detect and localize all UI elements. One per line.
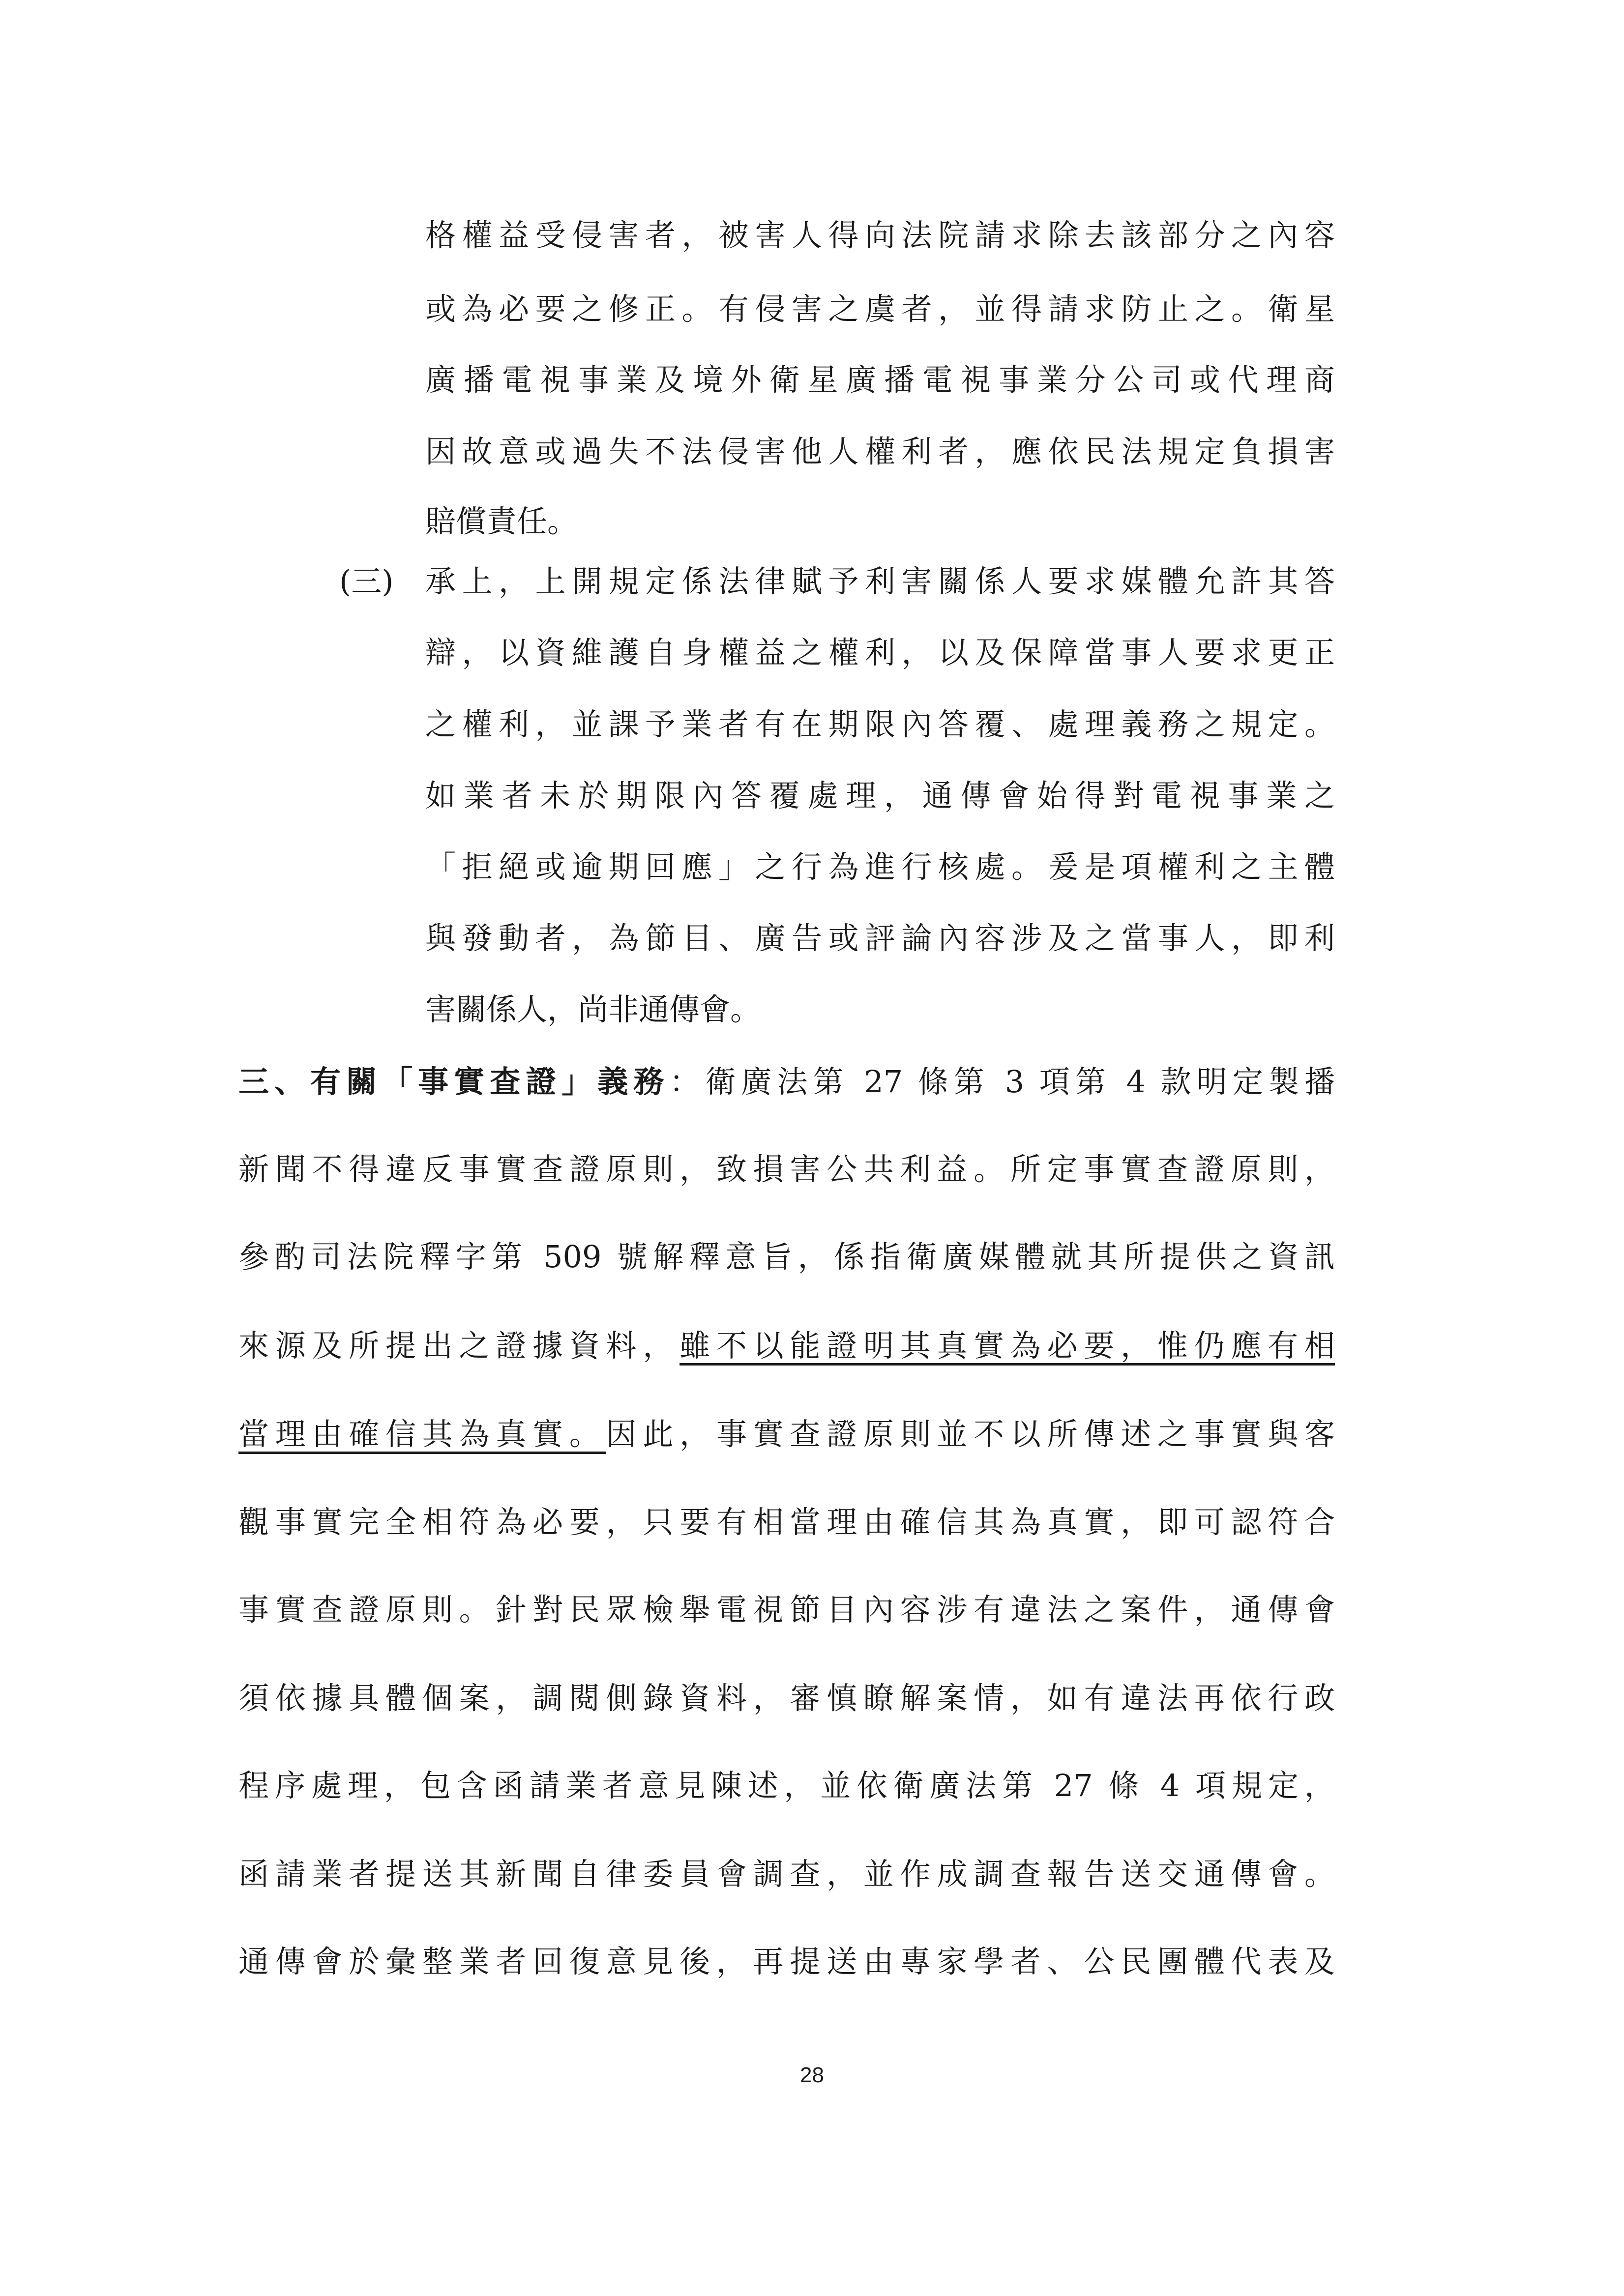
page-number: 28 (800, 2063, 824, 2087)
emphasized-text: 當理由確信其為真實。 (238, 1416, 606, 1452)
paragraph-line: 須依據具體個案，調閱側錄資料，審慎瞭解案情，如有違法再依行政 (238, 1680, 1335, 1716)
section-heading: 三、有關「事實查證」義務 (238, 1064, 670, 1100)
paragraph-line: 「拒絕或逾期回應」之行為進行核處。爰是項權利之主體 (425, 849, 1335, 885)
paragraph-line: 或為必要之修正。有侵害之虞者，並得請求防止之。衛星 (425, 291, 1335, 327)
paragraph-line: 格權益受侵害者，被害人得向法院請求除去該部分之內容 (425, 217, 1335, 253)
paragraph-line: 賠償責任。 (425, 503, 578, 539)
paragraph-line: 之權利，並課予業者有在期限內答覆、處理義務之規定。 (425, 706, 1335, 742)
paragraph-line: 承上，上開規定係法律賦予利害關係人要求媒體允許其答 (425, 563, 1335, 599)
paragraph-line: 程序處理，包含函請業者意見陳述，並依衛廣法第 27 條 4 項規定， (238, 1768, 1335, 1803)
paragraph-line: 事實查證原則。針對民眾檢舉電視節目內容涉有違法之案件，通傳會 (238, 1592, 1335, 1628)
paragraph-line: 函請業者提送其新聞自律委員會調查，並作成調查報告送交通傳會。 (238, 1856, 1335, 1892)
paragraph-line: 與發動者，為節目、廣告或評論內容涉及之當事人，即利 (425, 920, 1335, 956)
paragraph-line: 通傳會於彙整業者回復意見後，再提送由專家學者、公民團體代表及 (238, 1944, 1335, 1979)
plain-text: 來源及所提出之證據資料， (238, 1328, 680, 1364)
paragraph-line: 害關係人，尚非通傳會。 (425, 991, 761, 1027)
plain-text: 因此，事實查證原則並不以所傳述之事實與客 (606, 1416, 1335, 1452)
list-item-label: (三) (339, 563, 394, 599)
paragraph-line: 辯，以資維護自身權益之權利，以及保障當事人要求更正 (425, 635, 1335, 670)
paragraph-line: 廣播電視事業及境外衛星廣播電視事業分公司或代理商 (425, 362, 1335, 398)
paragraph-line: 新聞不得違反事實查證原則，致損害公共利益。所定事實查證原則， (238, 1151, 1335, 1187)
paragraph-line: 參酌司法院釋字第 509 號解釋意旨，係指衛廣媒體就其所提供之資訊 (238, 1239, 1335, 1275)
section-heading-line (238, 1064, 1335, 1100)
paragraph-line (238, 1328, 1335, 1364)
paragraph-line: 觀事實完全相符為必要，只要有相當理由確信其為真實，即可認符合 (238, 1504, 1335, 1540)
paragraph-line: 如業者未於期限內答覆處理，通傳會始得對電視事業之 (425, 778, 1335, 814)
heading-line-rest: ：衛廣法第 27 條第 3 項第 4 款明定製播 (669, 1064, 1335, 1100)
paragraph-line: 因故意或過失不法侵害他人權利者，應依民法規定負損害 (425, 434, 1335, 469)
paragraph-line (238, 1416, 1335, 1452)
emphasized-text: 雖不以能證明其真實為必要，惟仍應有相 (679, 1328, 1335, 1364)
